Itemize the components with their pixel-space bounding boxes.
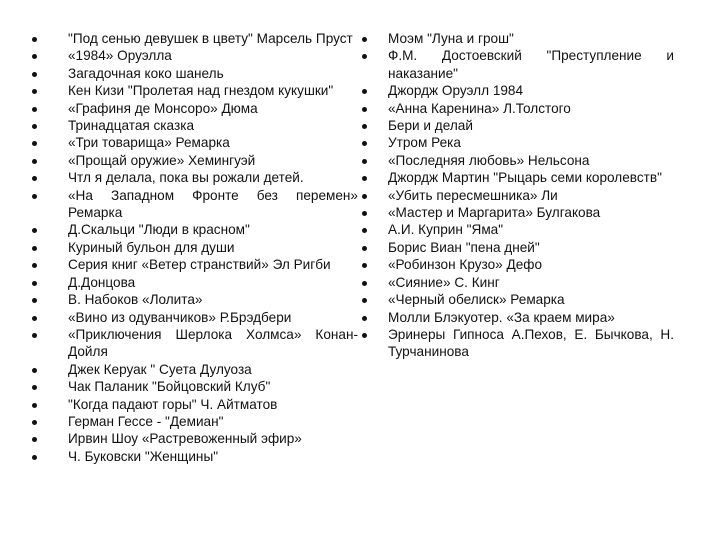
book-list-item bbox=[30, 117, 358, 134]
book-list-item bbox=[30, 396, 358, 413]
bullet-icon bbox=[362, 211, 367, 216]
book-title-text: Д.Скальци "Люди в красном" bbox=[68, 222, 250, 238]
bullet-icon bbox=[32, 124, 37, 129]
bullet-icon bbox=[32, 437, 37, 442]
bullet-icon bbox=[32, 333, 37, 338]
book-title-text: «Сияние» С. Кинг bbox=[388, 274, 500, 290]
book-list-item bbox=[30, 448, 358, 465]
book-title-text: Кен Кизи "Пролетая над гнездом кукушки" bbox=[68, 83, 334, 99]
book-list-item bbox=[30, 65, 358, 82]
book-title-text: Джек Керуак " Суета Дулуоза bbox=[68, 361, 252, 377]
bullet-icon bbox=[362, 141, 367, 146]
book-title-text: «Мастер и Маргарита» Булгакова bbox=[388, 205, 601, 221]
book-list-item bbox=[360, 239, 674, 256]
book-title-text: Куриный бульон для души bbox=[68, 239, 235, 255]
book-title-text: Ирвин Шоу «Растревоженный эфир» bbox=[68, 431, 302, 447]
book-title-text: «Анна Каренина» Л.Толстого bbox=[388, 100, 571, 116]
book-list-item bbox=[30, 30, 358, 47]
book-title-text: Джордж Мартин "Рыцарь семи королевств" bbox=[388, 170, 662, 186]
book-list-item bbox=[360, 134, 674, 151]
bullet-icon bbox=[362, 176, 367, 181]
book-list-item bbox=[30, 82, 358, 99]
bullet-icon bbox=[362, 263, 367, 268]
book-title-text: Чтл я делала, пока вы рожали детей. bbox=[68, 170, 304, 186]
book-list-item bbox=[30, 100, 358, 117]
book-list-item bbox=[30, 274, 358, 291]
left-book-column bbox=[30, 30, 358, 465]
book-list-item bbox=[30, 187, 358, 222]
bullet-icon bbox=[362, 281, 367, 286]
book-title-text: В. Набоков «Лолита» bbox=[68, 292, 203, 308]
bullet-icon bbox=[362, 37, 367, 42]
book-title-text: «Вино из одуванчиков» Р.Брэдбери bbox=[68, 309, 292, 325]
book-title-text: «1984» Оруэлла bbox=[68, 48, 172, 64]
bullet-icon bbox=[32, 107, 37, 112]
book-list-item bbox=[30, 221, 358, 238]
right-book-column bbox=[360, 30, 674, 361]
bullet-icon bbox=[32, 72, 37, 77]
book-title-text: «Прощай оружие» Хемингуэй bbox=[68, 152, 256, 168]
bullet-icon bbox=[362, 333, 367, 338]
book-list-item bbox=[360, 291, 674, 308]
book-title-text: Чак Паланик "Бойцовский Клуб" bbox=[68, 379, 271, 395]
bullet-icon bbox=[32, 420, 37, 425]
book-list-item bbox=[360, 326, 674, 361]
book-list-item bbox=[30, 291, 358, 308]
book-list-item bbox=[30, 47, 358, 64]
book-title-text: «Графиня де Монсоро» Дюма bbox=[68, 100, 258, 116]
book-title-text: «Робинзон Крузо» Дефо bbox=[388, 257, 543, 273]
book-title-text: Ф.М. Достоевский "Преступление и наказание" bbox=[388, 48, 674, 81]
bullet-icon bbox=[362, 246, 367, 251]
bullet-icon bbox=[362, 107, 367, 112]
book-title-text: Бери и делай bbox=[388, 118, 473, 134]
book-list-item bbox=[30, 309, 358, 326]
book-list-item bbox=[360, 100, 674, 117]
bullet-icon bbox=[362, 54, 367, 59]
book-title-text: Моэм "Луна и грош" bbox=[388, 31, 514, 46]
book-list-item bbox=[360, 117, 674, 134]
book-title-text: Тринадцатая сказка bbox=[68, 118, 195, 134]
book-list-item bbox=[360, 169, 674, 186]
book-title-text: «Приключения Шерлока Холмса» Конан-Дойля bbox=[68, 326, 358, 360]
book-list-item bbox=[30, 169, 358, 186]
book-list-item bbox=[30, 134, 358, 151]
bullet-icon bbox=[362, 228, 367, 233]
bullet-icon bbox=[362, 298, 367, 303]
bullet-icon bbox=[32, 141, 37, 146]
book-list-item bbox=[360, 204, 674, 221]
book-list-item bbox=[360, 187, 674, 204]
book-title-text: Д.Донцова bbox=[68, 274, 136, 290]
book-list-item bbox=[30, 152, 358, 169]
book-list-item bbox=[360, 274, 674, 291]
book-title-text: «Черный обелиск» Ремарка bbox=[388, 292, 565, 308]
book-list-item bbox=[360, 256, 674, 273]
book-title-text: «Три товарища» Ремарка bbox=[68, 135, 230, 151]
bullet-icon bbox=[362, 194, 367, 199]
bullet-icon bbox=[32, 89, 37, 94]
bullet-icon bbox=[32, 263, 37, 268]
book-title-text: А.И. Куприн "Яма" bbox=[388, 222, 504, 238]
book-title-text: "Под сенью девушек в цвету" Марсель Пруст bbox=[68, 31, 353, 46]
book-title-text: Серия книг «Ветер странствий» Эл Ригби bbox=[68, 257, 331, 273]
book-title-text: «Убить пересмешника» Ли bbox=[388, 187, 558, 203]
book-title-text: Джордж Оруэлл 1984 bbox=[388, 83, 524, 99]
book-list-item bbox=[30, 413, 358, 430]
bullet-icon bbox=[362, 89, 367, 94]
bullet-icon bbox=[32, 455, 37, 460]
bullet-icon bbox=[362, 124, 367, 129]
book-list-item bbox=[30, 239, 358, 256]
bullet-icon bbox=[32, 37, 37, 42]
book-title-text: Борис Виан "пена дней" bbox=[388, 239, 540, 255]
book-list-item bbox=[30, 326, 358, 361]
book-list-item bbox=[360, 47, 674, 82]
bullet-icon bbox=[362, 316, 367, 321]
book-list-item bbox=[360, 309, 674, 326]
book-title-text: Молли Блэкуотер. «За краем мира» bbox=[388, 309, 615, 325]
book-list-item bbox=[30, 378, 358, 395]
book-title-text: Эринеры Гипноса А.Пехов, Е. Бычкова, Н. Турчанинова bbox=[388, 326, 674, 360]
bullet-icon bbox=[32, 159, 37, 164]
bullet-icon bbox=[32, 368, 37, 373]
book-list-item bbox=[30, 361, 358, 378]
book-title-text: Утром Река bbox=[388, 135, 461, 151]
bullet-icon bbox=[32, 176, 37, 181]
bullet-icon bbox=[32, 54, 37, 59]
book-list-item bbox=[360, 82, 674, 99]
bullet-icon bbox=[362, 159, 367, 164]
bullet-icon bbox=[32, 385, 37, 390]
book-list-item bbox=[360, 30, 674, 47]
book-title-text: Загадочная коко шанель bbox=[68, 65, 224, 81]
book-title-text: «На Западном Фронте без перемен» Ремарка bbox=[68, 187, 358, 221]
book-title-text: Герман Гессе - "Демиан" bbox=[68, 413, 224, 429]
bullet-icon bbox=[32, 228, 37, 233]
bullet-icon bbox=[32, 246, 37, 251]
book-title-text: Ч. Буковски "Женщины" bbox=[68, 448, 219, 464]
book-list-item bbox=[360, 221, 674, 238]
bullet-icon bbox=[32, 316, 37, 321]
book-list-item bbox=[360, 152, 674, 169]
bullet-icon bbox=[32, 281, 37, 286]
book-title-text: «Последняя любовь» Нельсона bbox=[388, 152, 590, 168]
book-title-text: "Когда падают горы" Ч. Айтматов bbox=[68, 396, 278, 412]
book-list-item bbox=[30, 430, 358, 447]
book-list-item bbox=[30, 256, 358, 273]
bullet-icon bbox=[32, 298, 37, 303]
bullet-icon bbox=[32, 403, 37, 408]
bullet-icon bbox=[32, 194, 37, 199]
